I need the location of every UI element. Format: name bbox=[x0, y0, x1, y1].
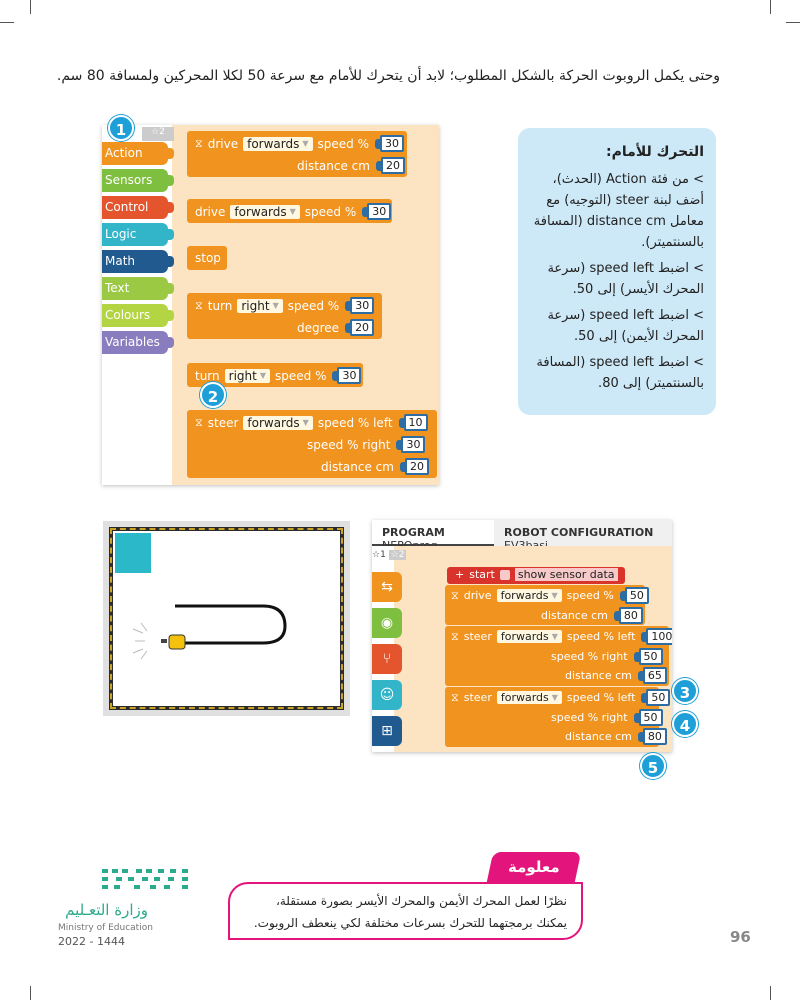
crop-mark bbox=[0, 22, 14, 23]
code-workspace-2 bbox=[372, 520, 672, 752]
instructions-title: التحرك للأمام: bbox=[606, 144, 704, 160]
checkbox[interactable] bbox=[500, 570, 510, 580]
speed-value[interactable]: 30 bbox=[367, 203, 391, 220]
step-1: من فئة Action (الحدث)، أضف لبنة steer (التوجيه) مع معامل distance cm (المسافة بالسنتميتر). bbox=[533, 172, 704, 250]
crop-mark bbox=[30, 986, 31, 1000]
category-variables[interactable]: Variables bbox=[102, 331, 168, 354]
callout-1: 1 bbox=[108, 115, 134, 141]
step-3: اضبط speed left (سرعة المحرك الأيمن) إلى 50. bbox=[547, 308, 704, 344]
crop-mark bbox=[770, 986, 771, 1000]
steer-block[interactable]: ⧖ steer forwards ▼ speed % left 10 speed % right 30 distance cm 20 bbox=[187, 410, 437, 478]
hourglass-icon: ⧖ bbox=[195, 415, 203, 429]
tab-counter: ☆2 bbox=[142, 127, 174, 141]
callout-5: 5 bbox=[640, 753, 666, 779]
direction-dropdown[interactable]: forwards ▼ bbox=[243, 137, 312, 151]
speed-value[interactable]: 30 bbox=[337, 367, 361, 384]
hourglass-icon: ⧖ bbox=[195, 136, 203, 150]
instructions-box: التحرك للأمام: > من فئة Action (الحدث)، أضف لبنة steer (التوجيه) مع معامل distance cm (المسافة بالسنتميتر). > اضبط speed left (سرعة المحرك الأيسر) إلى 50. > اضبط speed left (سرعة المحرك الأيمن) إلى 50. > اضبط speed left (المسافة بالسنتميتر) إلى 80. bbox=[518, 128, 716, 415]
tab-counter: ☆1 bbox=[372, 550, 386, 560]
sensors-category-icon[interactable]: ◉ bbox=[372, 608, 402, 638]
distance-value[interactable]: 20 bbox=[405, 458, 429, 475]
stop-block[interactable]: stop bbox=[187, 246, 227, 270]
direction-dropdown[interactable]: right ▼ bbox=[225, 369, 270, 383]
steer-block[interactable]: ⧖ steer forwards ▼ speed % left 100 speed % right 50 distance cm 65 bbox=[445, 626, 669, 686]
callout-4: 4 bbox=[672, 711, 698, 737]
step-4: اضبط speed left (المسافة بالسنتميتر) إلى 80. bbox=[536, 355, 704, 391]
hourglass-icon: ⧖ bbox=[451, 588, 459, 602]
speed-left-value[interactable]: 100 bbox=[646, 628, 672, 645]
speed-left-value[interactable]: 50 bbox=[646, 689, 670, 706]
speed-left-value[interactable]: 10 bbox=[404, 414, 428, 431]
speed-value[interactable]: 30 bbox=[380, 135, 404, 152]
distance-value[interactable]: 20 bbox=[381, 157, 405, 174]
distance-value[interactable]: 80 bbox=[619, 607, 643, 624]
control-category-icon[interactable]: ⑂ bbox=[372, 644, 402, 674]
distance-value[interactable]: 65 bbox=[643, 667, 667, 684]
category-colours[interactable]: Colours bbox=[102, 304, 168, 327]
tab-counter: ☆2 bbox=[390, 550, 405, 560]
direction-dropdown[interactable]: forwards ▼ bbox=[243, 416, 312, 430]
callout-3: 3 bbox=[672, 678, 698, 704]
direction-dropdown[interactable]: forwards ▼ bbox=[497, 691, 562, 704]
speed-value[interactable]: 30 bbox=[350, 297, 374, 314]
degree-value[interactable]: 20 bbox=[350, 319, 374, 336]
steer-block[interactable]: ⧖ steer forwards ▼ speed % left 50 speed % right 50 distance cm 80 bbox=[445, 687, 659, 747]
category-action[interactable]: Action bbox=[102, 142, 168, 165]
step-2: اضبط speed left (سرعة المحرك الأيسر) إلى 50. bbox=[547, 261, 704, 297]
speed-right-value[interactable]: 50 bbox=[639, 648, 663, 665]
direction-dropdown[interactable]: right ▼ bbox=[237, 299, 282, 313]
drive-block[interactable]: ⧖ drive forwards ▼ speed % 50 distance cm 80 bbox=[445, 585, 645, 625]
plus-icon: + bbox=[455, 568, 465, 581]
ministry-year: 2022 - 1444 bbox=[58, 935, 125, 948]
code-workspace-1 bbox=[102, 125, 439, 485]
tab-program[interactable]: PROGRAM bbox=[372, 520, 494, 546]
speed-value[interactable]: 50 bbox=[625, 587, 649, 604]
turn-block[interactable]: turn right ▼ speed % 30 bbox=[187, 363, 363, 387]
callout-2: 2 bbox=[200, 382, 226, 408]
crop-mark bbox=[786, 22, 800, 23]
ministry-logo bbox=[58, 865, 198, 955]
speed-right-value[interactable]: 50 bbox=[639, 709, 663, 726]
logic-category-icon[interactable]: ☺ bbox=[372, 680, 402, 710]
robot-simulation bbox=[103, 521, 350, 716]
drive-block[interactable]: ⧖ drive forwards ▼ speed % 30 distance cm 20 bbox=[187, 131, 407, 177]
page-number: 96 bbox=[730, 928, 751, 946]
category-math[interactable]: Math bbox=[102, 250, 168, 273]
robot-path bbox=[113, 531, 340, 706]
crop-mark bbox=[30, 0, 31, 14]
tab-robot-configuration[interactable]: ROBOT CONFIGURATION bbox=[504, 526, 654, 539]
ministry-logo-icon bbox=[58, 865, 198, 901]
drive-block[interactable]: drive forwards ▼ speed % 30 bbox=[187, 199, 392, 223]
direction-dropdown[interactable]: forwards ▼ bbox=[497, 630, 562, 643]
action-category-icon[interactable]: ⇆ bbox=[372, 572, 402, 602]
direction-dropdown[interactable]: forwards ▼ bbox=[230, 205, 299, 219]
hourglass-icon: ⧖ bbox=[451, 690, 459, 704]
hourglass-icon: ⧖ bbox=[451, 629, 459, 643]
ministry-name-en: Ministry of Education bbox=[58, 923, 153, 933]
category-logic[interactable]: Logic bbox=[102, 223, 168, 246]
category-text[interactable]: Text bbox=[102, 277, 168, 300]
note-title: معلومة bbox=[487, 852, 581, 882]
intro-text: وحتى يكمل الروبوت الحركة بالشكل المطلوب؛ لابد أن يتحرك للأمام مع سرعة 50 لكلا المحركين ولمسافة 80 سم. bbox=[56, 68, 720, 84]
turn-block[interactable]: ⧖ turn right ▼ speed % 30 degree 20 bbox=[187, 293, 382, 339]
math-category-icon[interactable]: ⊞ bbox=[372, 716, 402, 746]
crop-mark bbox=[770, 0, 771, 14]
note-body: نظرًا لعمل المحرك الأيمن والمحرك الأيسر بصورة مستقلة، يمكنك برمجتهما للتحرك بسرعات مختلفة لكي ينعطف الروبوت. bbox=[253, 894, 567, 930]
direction-dropdown[interactable]: forwards ▼ bbox=[497, 589, 562, 602]
distance-value[interactable]: 80 bbox=[643, 728, 667, 745]
category-sensors[interactable]: Sensors bbox=[102, 169, 168, 192]
ministry-name-ar: وزارة التعـليم bbox=[65, 901, 148, 919]
note-box bbox=[228, 882, 583, 940]
category-control[interactable]: Control bbox=[102, 196, 168, 219]
start-block[interactable]: + start show sensor data bbox=[447, 567, 625, 584]
speed-right-value[interactable]: 30 bbox=[401, 436, 425, 453]
hourglass-icon: ⧖ bbox=[195, 298, 203, 312]
